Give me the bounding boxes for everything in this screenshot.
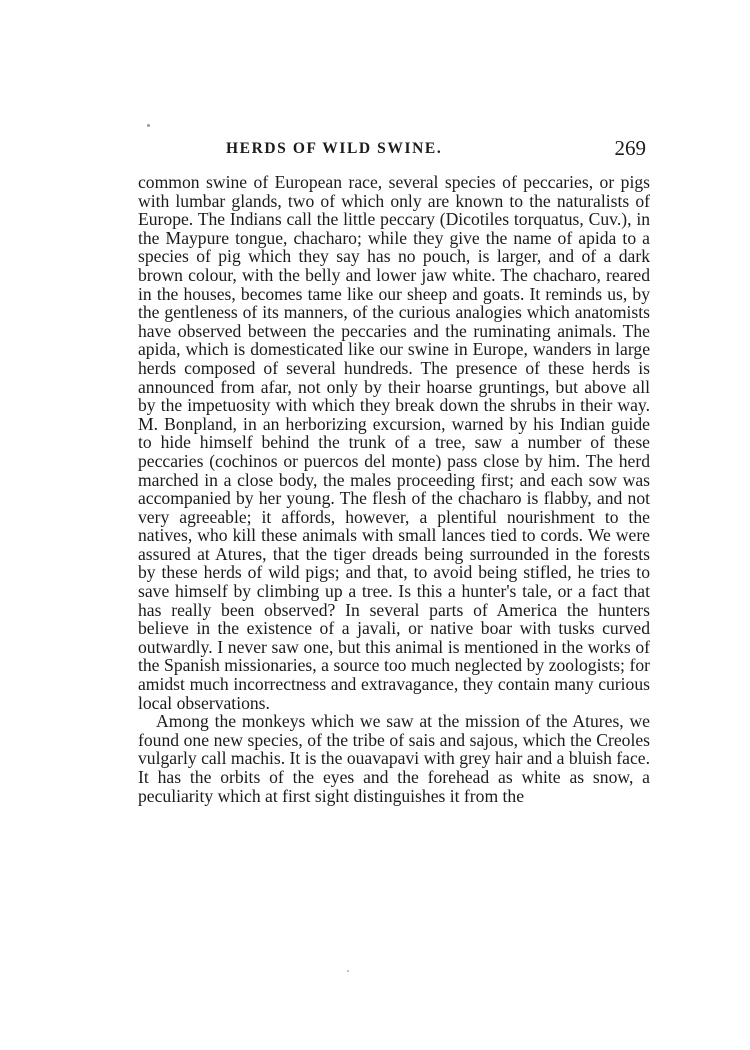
paragraph-2: Among the monkeys which we saw at the mission of the Atures, we found one new species, of the tribe of sais and sajous, which the Creoles vulgarly call machis. It is the ouavapavi with grey hair and a bluish face. It has the orbits of the eyes and the forehead as white as snow, a peculiarity which at first sight distinguishes it from the [138, 711, 650, 806]
running-head-title: HERDS OF WILD SWINE. [226, 140, 443, 157]
print-speck-bottom [347, 970, 349, 972]
body-text [138, 173, 650, 805]
running-head [226, 136, 646, 164]
paragraph-1: common swine of European race, several species of peccaries, or pigs with lumbar glands, two of which only are known to the naturalists of Europe. The Indians call the little peccary (Dicotiles torquatus, Cuv.), in the Maypure tongue, chacharo; while they give the name of apida to a species of pig which they say has no pouch, is larger, and of a dark brown colour, with the belly and lower jaw white. The chacharo, reared in the houses, becomes tame like our sheep and goats. It reminds us, by the gentleness of its manners, of the curious analogies which anatomists have observed between the peccaries and the ruminating animals. The apida, which is domesticated like our swine in Europe, wanders in large herds composed of several hundreds. The presence of these herds is announced from afar, not only by their hoarse gruntings, but above all by the impetuosity with which they break down the shrubs in their way. M. Bonpland, in an herborizing excursion, warned by his Indian guide to hide himself behind the trunk of a tree, saw a number of these peccaries (cochinos or puercos del monte) pass close by him. The herd marched in a close body, the males proceeding first; and each sow was accompanied by her young. The flesh of the chacharo is flabby, and not very agreeable; it affords, however, a plentiful nourishment to the natives, who kill these animals with small lances tied to cords. We were assured at Atures, that the tiger dreads being surrounded in the forests by these herds of wild pigs; and that, to avoid being stifled, he tries to save himself by climbing up a tree. Is this a hunter's tale, or a fact that has really been observed? In several parts of America the hunters believe in the existence of a javali, or native boar with tusks curved outwardly. I never saw one, but this animal is mentioned in the works of the Spanish missionaries, a source too much neglected by zoologists; for amidst much incorrectness and extravagance, they contain many curious local observations. [138, 172, 650, 713]
print-speck [147, 124, 150, 127]
page-number: 269 [614, 136, 646, 160]
